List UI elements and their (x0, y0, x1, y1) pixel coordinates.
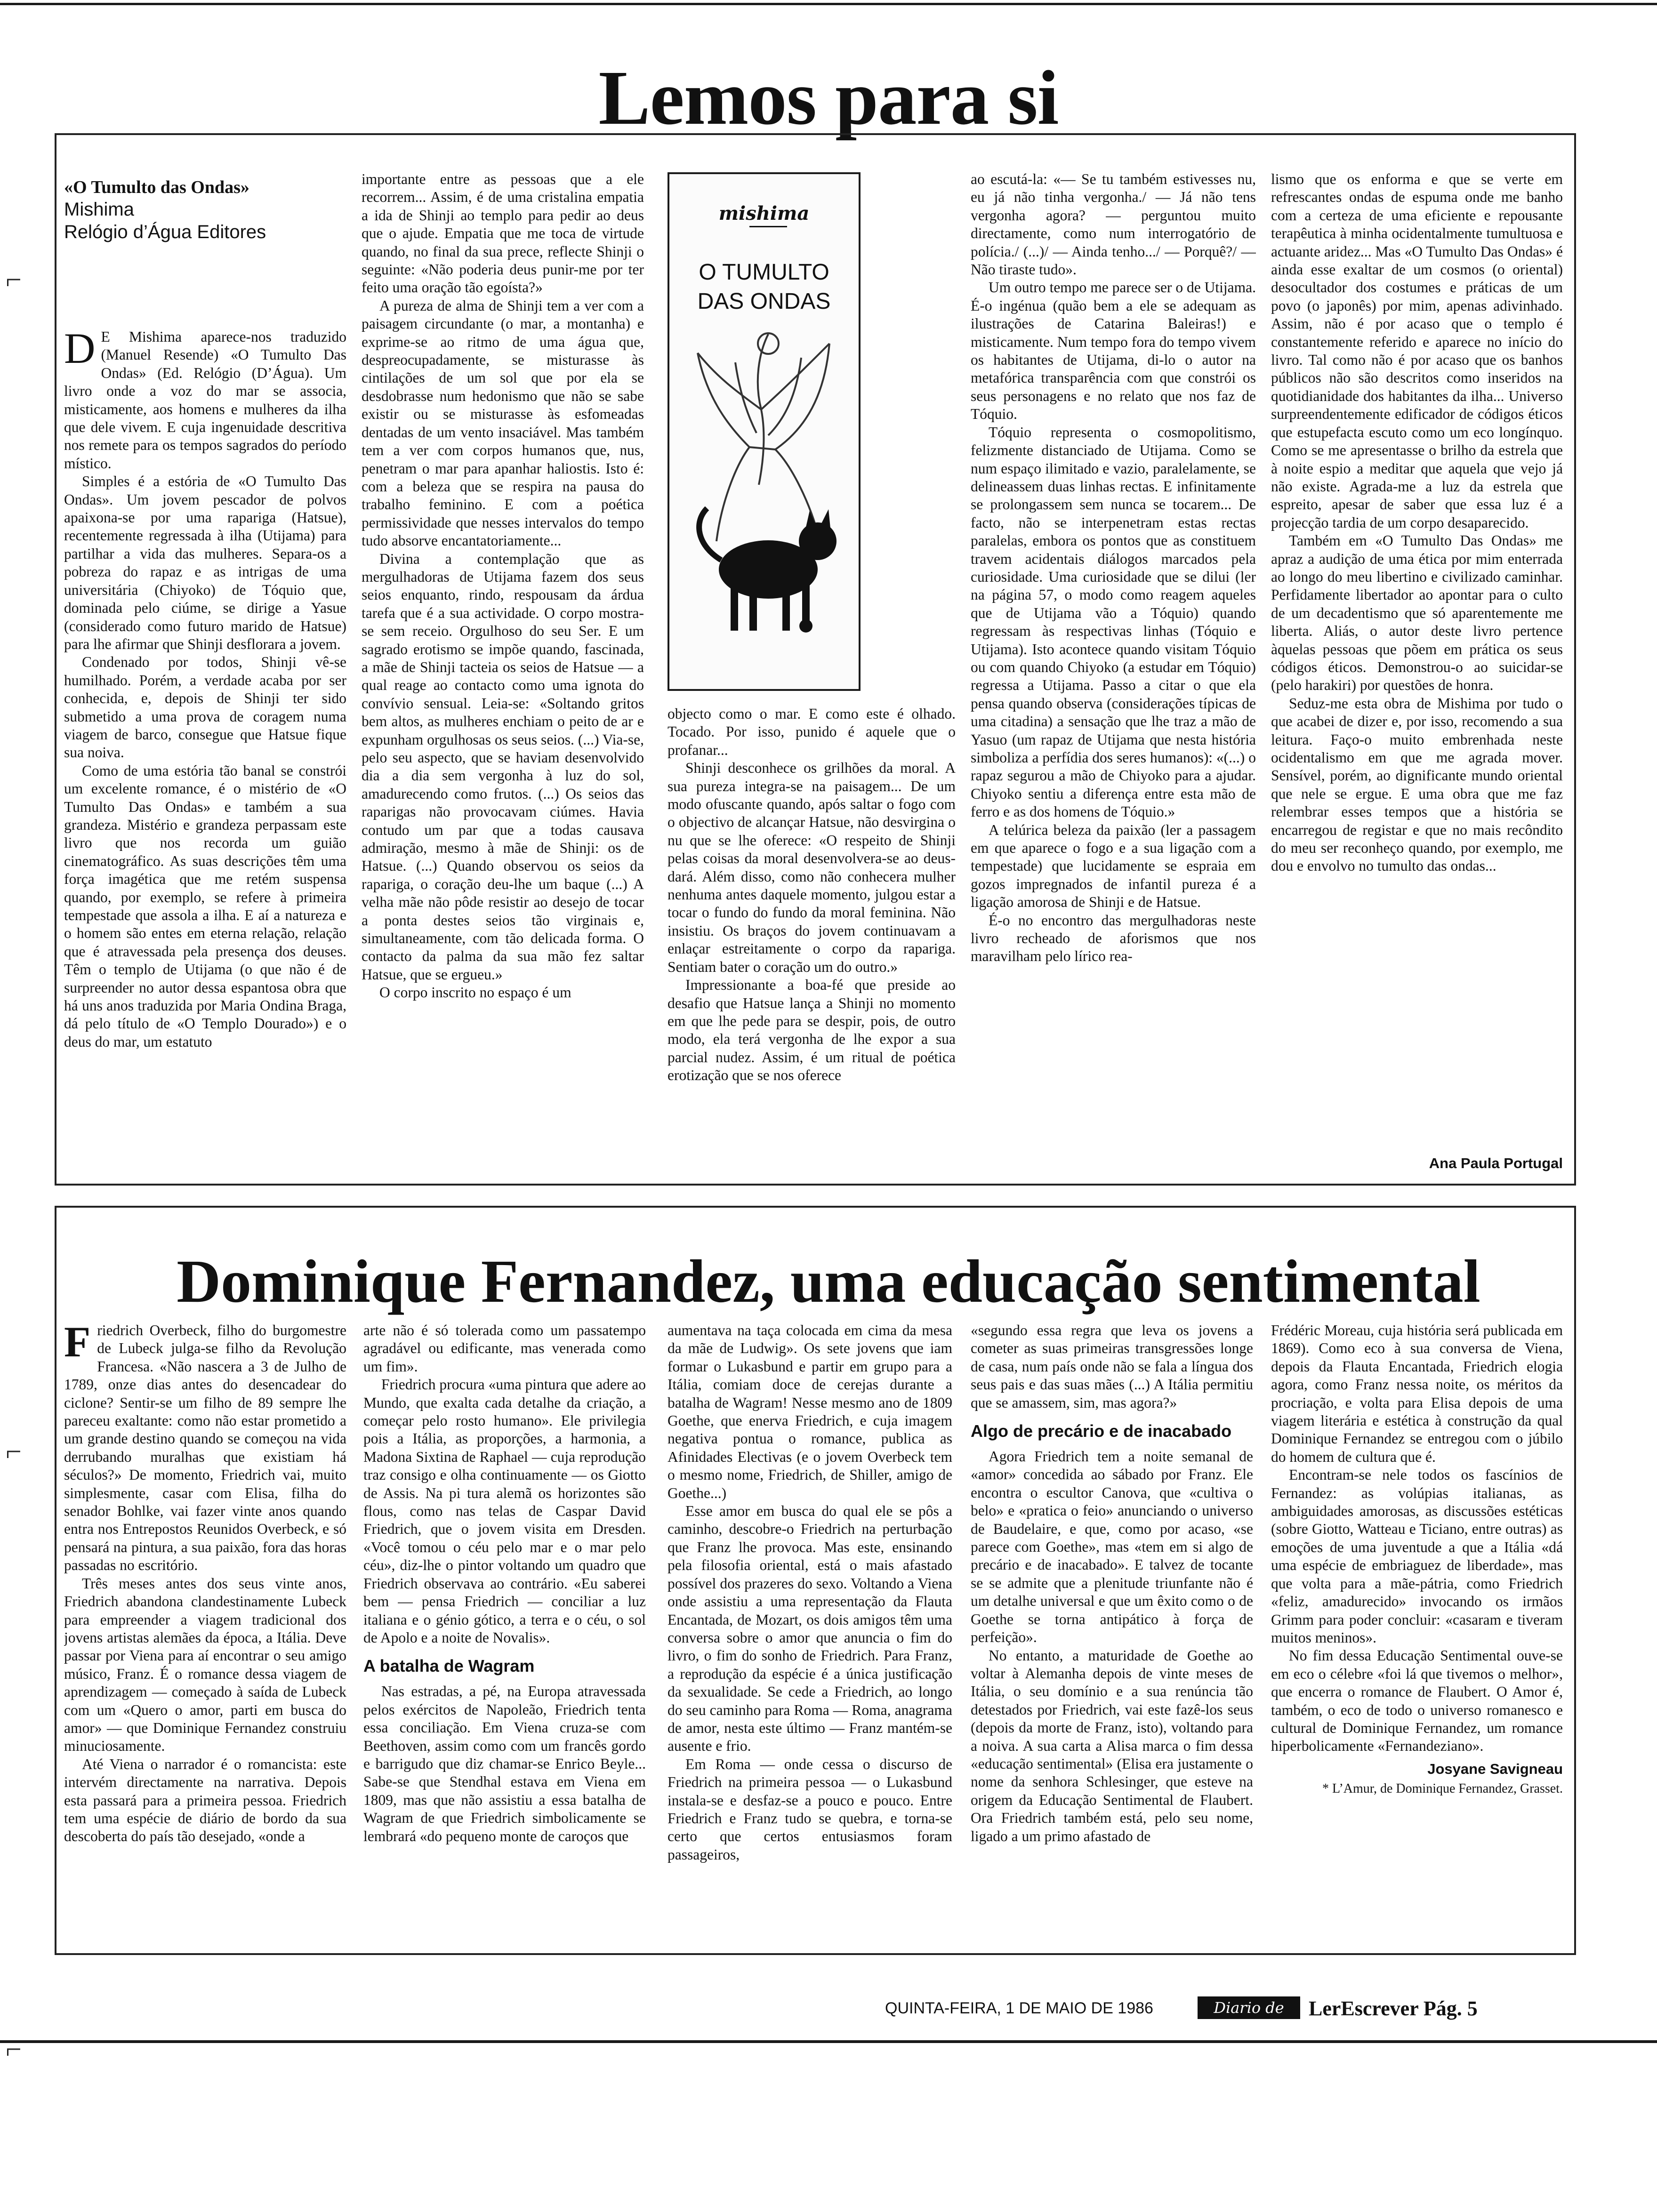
bottom-rule (0, 2040, 1657, 2043)
cover-cat (699, 508, 837, 631)
cover-title-line1: O TUMULTO (699, 260, 829, 285)
article2-signature: Josyane Savigneau (1427, 1760, 1563, 1777)
margin-mark-left-3: ⌐ (6, 2034, 22, 2065)
article2-col2-text-a (363, 1322, 646, 1647)
paragraph: ao escutá-la: «— Se tu também estivesses nu, eu já não tinha vergonha./ — Já não tens vergonha agora? — perguntou muito directamente, como num interrogatório de polícia./ (...)/ — Ainda tenho.../ — Porquê?/ — Não tiraste tudo». (971, 171, 1256, 278)
article2-col5 (1271, 1322, 1563, 1943)
book-publisher: Relógio d’Água Editores (64, 222, 266, 242)
paragraph: Seduz-me esta obra de Mishima por tudo o que acabei de dizer e, por isso, recomendo a sua leitura. Faço-o muito embrenhada neste ocidentalismo em que me agrada mover. Sensível, porém, ao dignificante mundo oriental que nele se ergue. E uma obra que me faz relembrar esses tempos que a história se encarregou de registar e que no mais recôndito do meu ser reconheço quando, por exemplo, me dou e envolvo no tumulto das ondas... (1271, 695, 1563, 874)
paragraph: No fim dessa Educação Sentimental ouve-se em eco o célebre «foi lá que tivemos o melhor», que encerra o romance de Flaubert. O Amor é, também, o eco de todo o universo romanesco e cultural de Dominique Fernandez, um romance hiperbolicamente «Fernandeziano». (1271, 1647, 1563, 1755)
paragraph: Condenado por todos, Shinji vê-se humilhado. Porém, a verdade acaba por ser conhecida, e, depois de Shinji ter sido submetido a uma prova de coragem numa viagem de barco, consegue que Hatsue fique sua noiva. (64, 654, 346, 761)
paragraph: Agora Friedrich tem a noite semanal de «amor» concedida ao sábado por Franz. Ele encontra o escultor Canova, que «cultiva o belo» e «pratica o feio» anunciando o universo de Baudelaire, e que, como por acaso, «se parece com Goethe», mas «tem em si algo de precário e de inacabado». E talvez de tocante se se admite que a plenitude triunfante não é um detalhe universal e que um êxito como o de Goethe se torna antipático à força de perfeição». (971, 1448, 1253, 1646)
top-rule (0, 3, 1657, 5)
paragraph: Um outro tempo me parece ser o de Utijama. É-o ingénua (quão bem a ele se adequam as ilustrações de Catarina Baleiras!) e misticamente. Num tempo fora do tempo vivem os habitantes de Utijama, di-lo o autor na metafórica transparência com que constrói os seus personagens e no relato que nos faz de Tóquio. (971, 279, 1256, 423)
paragraph: Até Viena o narrador é o romancista: este intervém directamente na narrativa. Depois esta passará para a primeira pessoa. Friedrich tem uma espécie de diário de bordo da sua descoberta do país tão desejado, «onde a (64, 1755, 346, 1845)
article1-col2-text (362, 170, 644, 1002)
paragraph: Esse amor em busca do qual ele se pôs a caminho, descobre-o Friedrich na perturbação que Franz lhe provoca. Mas este, ensinando pela filosofia oriental, está o mais afastado possível dos prazeres do sexo. Voltando a Viena onde assistiu a uma representação da Flauta Encantada, de Mozart, os dois amigos têm uma conversa sobre o amor que anuncia o fim do livro, o fim do sonho de Friedrich. Para Franz, a reprodução da espécie é a única justificação da sexualidade. Se cede a Friedrich, ao longo do seu caminho para Roma — Roma, anagrama de amor, nesta este último — Franz mantém-se ausente e frio. (668, 1503, 952, 1755)
article1-col5-text (1271, 170, 1563, 875)
article2-col2 (363, 1322, 646, 1943)
cover-title (669, 258, 859, 316)
paragraph: «segundo essa regra que leva os jovens a cometer as suas primeiras transgressões longe de casa, num país onde não se fala a língua dos seus pais e das suas mães (...) A Itália permitiu que se amassem, sim, mas agora?» (971, 1322, 1253, 1411)
paragraph: Shinji desconhece os grilhões da moral. A sua pureza integra-se na paisagem... De um modo ofuscante quando, após saltar o fogo com o objectivo de alcançar Hatsue, não desvirgina o nu que se lhe oferece: «O respeito de Shinji pelas coisas da moral desenvolvera-se ao deus-dará. Além disso, como não conhecera mulher nenhuma antes daquele momento, julgou estar a tocar o fundo do fundo da moral feminina. Não insistiu. Os braços do jovem continuavam a enlaçar estreitamente o corpo da rapariga. Sentiam bater o coração um do outro.» (668, 760, 956, 975)
article2-col1 (64, 1322, 346, 1943)
paragraph: Divina a contemplação que as mergulhadoras de Utijama fazem dos seus seios enquanto, rindo, respousam da árdua tarefa que é a sua actividade. O corpo mostra-se sem receio. Orgulhoso do seu Ser. E um sagrado erotismo se impõe quando, fascinada, a mãe de Shinji tacteia os seios de Hatsue — a qual reage ao contacto como uma ignota do convívio sensual. Leia-se: «Soltando gritos bem altos, as mulheres enchiam o peito de ar e expunham orgulhosas os seus seios. (...) Via-se, pelo seu aspecto, que se haviam desenvolvido dia a dia sem vergonha à luz do sol, amadurecendo como frutos. (...) Os seios das raparigas não provocavam ciúmes. Havia contudo um par que a todas causava admiração, mesmo à mãe de Shinji: os de Hatsue. (...) Quando observou os seios da rapariga, o coração deu-lhe um baque (...) A velha mãe não pôde resistir ao desejo de tocar a ponta destes seios tão virginais e, simultaneamente, com tão delicada forma. O contacto da palma da sua mão fez saltar Hatsue, que se ergueu.» (362, 550, 644, 983)
article1-col5 (1271, 170, 1563, 1173)
margin-mark-left-1: ⌐ (6, 264, 22, 295)
cover-title-line2: DAS ONDAS (697, 289, 831, 314)
article2-subheading-precario: Algo de precário e de inacabado (971, 1421, 1232, 1441)
paragraph: Também em «O Tumulto Das Ondas» me apraz a audição de uma ética por mim enterrada ao longo do meu libertino e civilizado caminhar. Perfidamente libertador ao apontar para o culto de um decadentismo que só aparentemente me liberta. Aliás, o autor deste livro pertence àquelas pessoas que põem em prática os seus códigos éticos. Demonstrou-o ao suicidar-se (pelo harakiri) por questões de honra. (1271, 532, 1563, 694)
paragraph: lismo que os enforma e que se verte em refrescantes ondas de espuma onde me banho com a certeza de uma eficiente e repousante terapêutica à minha ocidentalmente tumultuosa e actuante aridez... Mas «O Tumulto Das Ondas» é ainda esse exaltar de um cosmos (o oriental) desocultador dos costumes e práticas de um povo (o japonês) por mim, apenas adivinhado. Assim, não é por acaso que o templo é constantemente referido e aparece no início do livro. Tal como não é por acaso que os banhos públicos não são descritos como inseridos na quotidianidade dos habitantes da ilha... Universo surpreendentemente edificador de códigos éticos que estupefacta escuto como um eco longínquo. Como se me apresentasse o brilho da estrela que à noite espio a meditar que aquela que vejo já não existe. Agrada-me a luz da estrela que espreito, apesar de saber que essa luz é a projecção tardia de um corpo desaparecido. (1271, 171, 1563, 531)
paragraph: arte não é só tolerada como um passatempo agradável ou edificante, mas venerada como um fim». (363, 1322, 646, 1375)
article1-col4 (971, 170, 1256, 1173)
article2-col3-text (668, 1322, 952, 1864)
paragraph: A telúrica beleza da paixão (ler a passagem em que aparece o fogo e a sua ligação com a tempestade) que lucidamente se espraia em gozos impregnados de infantil pureza é a ligação amorosa de Shinji e de Hatsue. (971, 821, 1256, 911)
paragraph: Nas estradas, a pé, na Europa atravessada pelos exércitos de Napoleão, Friedrich tenta essa conciliação. Em Viena cruza-se com Beethoven, assim como com um francês gordo e barrigudo que diz chamar-se Enrico Beyle... Sabe-se que Stendhal estava em Viena em 1809, mas que não assistiu a essa batalha de Wagram de que Friedrich simbolicamente se lembrará «do pequeno monte de caroços que (363, 1683, 646, 1844)
article2-col4-text-a (971, 1322, 1253, 1412)
newspaper-masthead: Diario de Lisboa (1198, 1996, 1300, 2019)
paragraph: importante entre as pessoas que a ele recorrem... Assim, é de uma cristalina empatia a ida de Shinji ao templo para pedir ao deus que o ajude. Empatia que me toca de virtude quando, no final da sua prece, reflecte Shinji o seguinte: «Não poderia deus punir-me por ter feito uma oração tão egoísta?» (362, 171, 644, 296)
paragraph: Em Roma — onde cessa o discurso de Friedrich na primeira pessoa — o Lukasbund instala-se e desfaz-se a pouco e pouco. Entre Friedrich e Franz tudo se quebra, e torna-se certo que certos entusiasmos foram passageiros, (668, 1755, 952, 1863)
article1-col1-text (64, 324, 346, 1051)
article1-col2 (362, 170, 644, 1173)
dropcap-f: F (64, 1322, 91, 1366)
article1-col4-text (971, 170, 1256, 966)
footer-date: QUINTA-FEIRA, 1 DE MAIO DE 1986 (885, 1999, 1153, 2017)
article1-col1 (64, 176, 346, 1165)
article2-col4 (971, 1322, 1253, 1943)
paragraph: No entanto, a maturidade de Goethe ao voltar à Alemanha depois de vinte meses de Itália, o seu domínio e a sua renúncia tão detestados por Friedrich, vai este fazê-los seus (depois da morte de Franz, isto), voltando para a noiva. A sua carta a Alisa marca o fim dessa «educação sentimental» (Elisa era justamente o nome da senhora Schlesinger, que esteve na origem da Educação Sentimental de Flaubert. Ora Friedrich também está, pelo seu nome, ligado a um primo afastado de (971, 1647, 1253, 1844)
cover-publisher-logo (799, 619, 812, 633)
paragraph: O corpo inscrito no espaço é um (379, 984, 571, 1001)
dropcap-d: D (64, 324, 96, 372)
paragraph: Encontram-se nele todos os fascínios de Fernandez: as volúpias italianas, as ambiguidades amorosas, as discussões estéticas (sobre Giotto, Watteau e Ticiano, entre outras) as emoções de uma juventude a que a Itália «dá uma espécie de embriaguez de liberdade», mas que volta para a mãe-pátria, como Friedrich «feliz, amadurecido» invocando os irmãos Grimm para poder concluir: «casaram e tiveram muitos meninos». (1271, 1467, 1563, 1646)
cover-underline (749, 226, 787, 227)
paragraph: riedrich Overbeck, filho do burgomestre de Lubeck julga-se filho da Revolução Francesa. «Não nascera a 3 de Julho de 1789, onze dias antes do desencadear do ciclone? Sentir-se um filho de 89 sempre lhe pareceu exaltante: como não estar prometido a um grande destino quando se começou na vida derrubando muralhas que existiam há séculos?» De momento, Friedrich vai, muito simplesmente, casar com Elisa, filha do senador Bohlke, vai fazer vinte anos quando entra nos Entrepostos Reunidos Overbeck, e só pensará na pintura, a sua paixão, fora das horas passadas no escritório. (64, 1322, 346, 1574)
paragraph: É-o no encontro das mergulhadoras neste livro recheado de aforismos que nos maravilham pelo lírico rea- (971, 912, 1256, 965)
footer-section-page: LerEscrever Pág. 5 (1309, 1997, 1478, 2020)
paragraph: Friedrich procura «uma pintura que adere ao Mundo, que exalta cada detalhe da criação, a começar pelo rosto humano». Ele privilegia pois a Itália, as proporções, a harmonia, a Madona Sixtina de Raphael — cuja reprodução traz consigo e olha continuamente — os Giotto de Assis. Na pi tura alemã os horizontes são flous, como nas telas de Caspar David Friedrich, que o jovem visita em Dresden. «Você tomou o céu pelo mar e o mar pelo céu», diz-lhe o pintor voltando um quadro que Friedrich observava ao contrário. «Eu saberei bem — pensa Friedrich — conciliar a luz italiana e o génio gótico, a terra e o céu, o sol de Apolo e a noite de Novalis». (363, 1376, 646, 1646)
article2-subheading-wagram: A batalha de Wagram (363, 1656, 535, 1676)
cover-author: mishima (718, 202, 810, 224)
article2-footnote: * L’Amur, de Dominique Fernandez, Grasset. (1322, 1781, 1563, 1796)
paragraph: objecto como o mar. E como este é olhado. Tocado. Por isso, punido é aquele que o profanar... (668, 705, 956, 758)
article1-headline: Lemos para si (598, 55, 1059, 141)
article2-col4-text-b (971, 1448, 1253, 1845)
paragraph: A pureza de alma de Shinji tem a ver com a paisagem circundante (o mar, a montanha) e exprime-se ao ritmo de uma água que, despreocupadamente, se misturasse às cintilações de um sol que por ela se desdobrasse num hedonismo que não se sabe existir ou se misturasse às esfomeadas dentadas de um vento insaciável. Mas também tem a ver com corpos humanos que, nus, penetram o mar para apanhar haliostis. Isto é: com a beleza que se respira na pausa do trabalho feminino. E com a poética permissividade que nesses intervalos do tempo tudo absorve encantatoriamente... (362, 297, 644, 549)
book-title: «O Tumulto das Ondas» (64, 177, 249, 197)
book-author: Mishima (64, 199, 134, 220)
page-footer (885, 1996, 1575, 2039)
paragraph: Simples é a estória de «O Tumulto Das Ondas». Um jovem pescador de polvos apaixona-se por uma rapariga (Hatsue), recentemente regressada à ilha (Utijama) para partilhar a vida das mulheres. Separa-os a pobreza do rapaz e as intrigas de uma universitária (Chiyoko) de Tóquio que, dominada pelo ciúme, se dirige a Yasue (considerado como futuro marido de Hatsue) para lhe afirmar que Shinji desflorara a jovem. (64, 473, 346, 652)
paragraph: Três meses antes dos seus vinte anos, Friedrich abandona clandestinamente Lubeck para empreender a viagem tradicional dos jovens artistas alemães da época, a Itália. Deve passar por Viena para aí encontrar o seu amigo músico, Franz. É o romance dessa viagem de aprendizagem — começado à saída de Lubeck com um «Quero o amor, parti em busca do amor» — que Dominique Fernandez construiu minuciosamente. (64, 1575, 346, 1755)
article1-col3-text (668, 705, 956, 1085)
article2-col3 (668, 1322, 952, 1943)
article1-col3 (668, 705, 956, 1176)
article2-col2-text-b (363, 1683, 646, 1845)
paragraph: Frédéric Moreau, cuja história será publicada em 1869). Como eco à sua conversa de Viena, depois da Flauta Encantada, Friedrich elogia agora, como Franz nessa noite, os méritos da procriação, e volta para Elisa depois de uma viagem literária e estética à construção da qual Dominique Fernandez se entregou com o júbilo do homem de cultura que é. (1271, 1322, 1563, 1465)
paragraph: E Mishima aparece-nos traduzido (Manuel Resende) «O Tumulto Das Ondas» (Ed. Relógio (D’Água). Um livro onde a voz do mar se associa, misticamente, aos homens e mulheres da ilha que dele vivem. E cuja ingenuidade descritiva nos remete para os tempos sagrados do período místico. (64, 329, 346, 472)
article2-headline: Dominique Fernandez, uma educação sentimental (177, 1248, 1480, 1315)
paragraph: Tóquio representa o cosmopolitismo, felizmente distanciado de Utijama. Como se num espaço ilimitado e vazio, paralelamente, se delineassem duas linhas rectas. E infinitamente se prolongassem sem nunca se tocarem... De facto, não se interpenetram estas rectas paralelas, embora os pontos que as constituem travem acidentais diálogos marcados pela curiosidade. Uma curiosidade que se dilui (ler na página 57, o modo como reagem aqueles que de Utijama vão a Tóquio) quando regressam às respectivas linhas (Tóquio e Utijama). Isto acontece quando visitam Tóquio ou com quando Chiyoko (a estudar em Tóquio) regressa a Utijama. Passo a citar o que ela pensa quando observa (considerações típicas de uma citadina) a sensação que lhe traz a mão de Yasuo (um rapaz de Utijama que nesta história simboliza a perfídia dos seres humanos): «(...) o rapaz segurou a mão de Chiyoko para a ajudar. Chiyoko sentiu a diferença entre esta mão de ferro e as dos homens de Tóquio.» (971, 424, 1256, 820)
paragraph: Impressionante a boa-fé que preside ao desafio que Hatsue lança a Shinji no momento em que lhe pede para se despir, pois, de outro modo, ela terá vergonha de lhe expor a sua parcial nudez. Assim, é um ritual de poética erotização que se nos oferece (668, 977, 956, 1084)
paragraph: aumentava na taça colocada em cima da mesa da mãe de Ludwig». Os sete jovens que iam formar o Lukasbund e partir em grupo para a Itália, comiam doce de cerejas durante a batalha de Wagram! Nesse mesmo ano de 1809 Goethe, que enerva Friedrich, e cuja imagem negativa pontua o romance, publica as Afinidades Electivas (e o jovem Overbeck tem o mesmo nome, Friedrich, de Shiller, amigo de Goethe...) (668, 1322, 952, 1501)
book-info (64, 176, 346, 243)
book-cover-image (668, 172, 861, 691)
paragraph: Como de uma estória tão banal se constrói um excelente romance, é o mistério de «O Tumulto Das Ondas» e também a sua grandeza. Mistério e grandeza perpassam este livro que nos recorda um guião cinematográfico. As suas descrições têm uma força imagética que me retém suspensa quando, por exemplo, se refere à primeira tempestade que assola a ilha. E aí a natureza e o homem são entes em eterna relação, relação que é atravessada pela presença dos deuses. Têm o templo de Utijama (o que não é de surpreender no autor dessa espantosa obra que há uns anos traduzida por Maria Ondina Braga, dá pelo título de «O Templo Dourado») e o deus do mar, um estatuto (64, 762, 346, 1050)
cover-illustration (679, 325, 853, 664)
cover-figure-lines (698, 333, 829, 541)
article1-signature: Ana Paula Portugal (1429, 1155, 1563, 1171)
margin-mark-left-2: ⌐ (6, 1436, 22, 1467)
article2-col5-text (1271, 1322, 1563, 1755)
article2-col1-text (64, 1322, 346, 1846)
